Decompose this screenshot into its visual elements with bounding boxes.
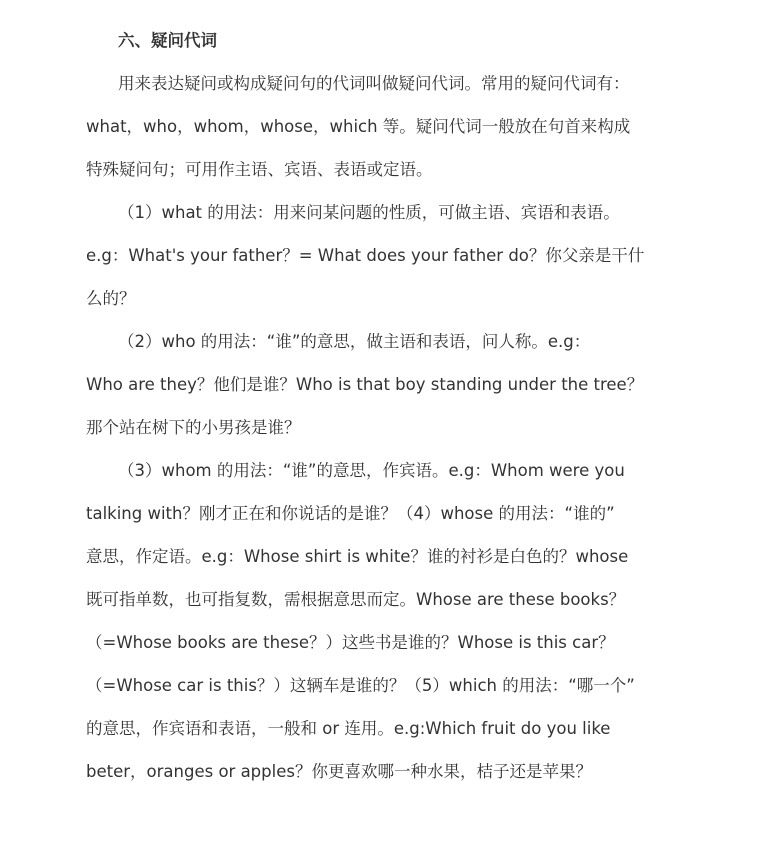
section-heading: 六、疑问代词 <box>118 31 217 50</box>
paragraph-line: e.g：What's your father？= What does your father do？你父亲是干什 <box>86 246 645 265</box>
paragraph-line: 用来表达疑问或构成疑问句的代词叫做疑问代词。常用的疑问代词有： <box>118 74 630 93</box>
paragraph-line: 特殊疑问句；可用作主语、宾语、表语或定语。 <box>86 160 433 179</box>
paragraph-line: （=Whose books are these？）这些书是谁的？Whose is this car？ <box>86 633 615 652</box>
paragraph-line: beter，oranges or apples？你更喜欢哪一种水果，桔子还是苹果？ <box>86 762 592 781</box>
paragraph-line: 那个站在树下的小男孩是谁？ <box>86 418 301 437</box>
paragraph-line: （3）whom 的用法：“谁”的意思，作宾语。e.g：Whom were you <box>118 461 625 480</box>
paragraph-line: 意思，作定语。e.g：Whose shirt is white？谁的衬衫是白色的？whose <box>86 547 629 566</box>
paragraph-line: 既可指单数，也可指复数，需根据意思而定。Whose are these books？ <box>86 590 626 609</box>
paragraph-line: （2）who 的用法：“谁”的意思，做主语和表语，问人称。e.g： <box>118 332 591 351</box>
paragraph-line: 么的？ <box>86 289 136 308</box>
paragraph-line: （1）what 的用法：用来问某问题的性质，可做主语、宾语和表语。 <box>118 203 620 222</box>
paragraph-line: what，who，whom，whose，which 等。疑问代词一般放在句首来构成 <box>86 117 631 136</box>
paragraph-line: （=Whose car is this？）这辆车是谁的？（5）which 的用法：“哪一个” <box>86 676 635 695</box>
paragraph-line: talking with？刚才正在和你说话的是谁？（4）whose 的用法：“谁的” <box>86 504 615 523</box>
paragraph-line: 的意思，作宾语和表语，一般和 or 连用。e.g:Which fruit do you like <box>86 719 611 738</box>
paragraph-line: Who are they？他们是谁？Who is that boy standing under the tree？ <box>86 375 644 394</box>
